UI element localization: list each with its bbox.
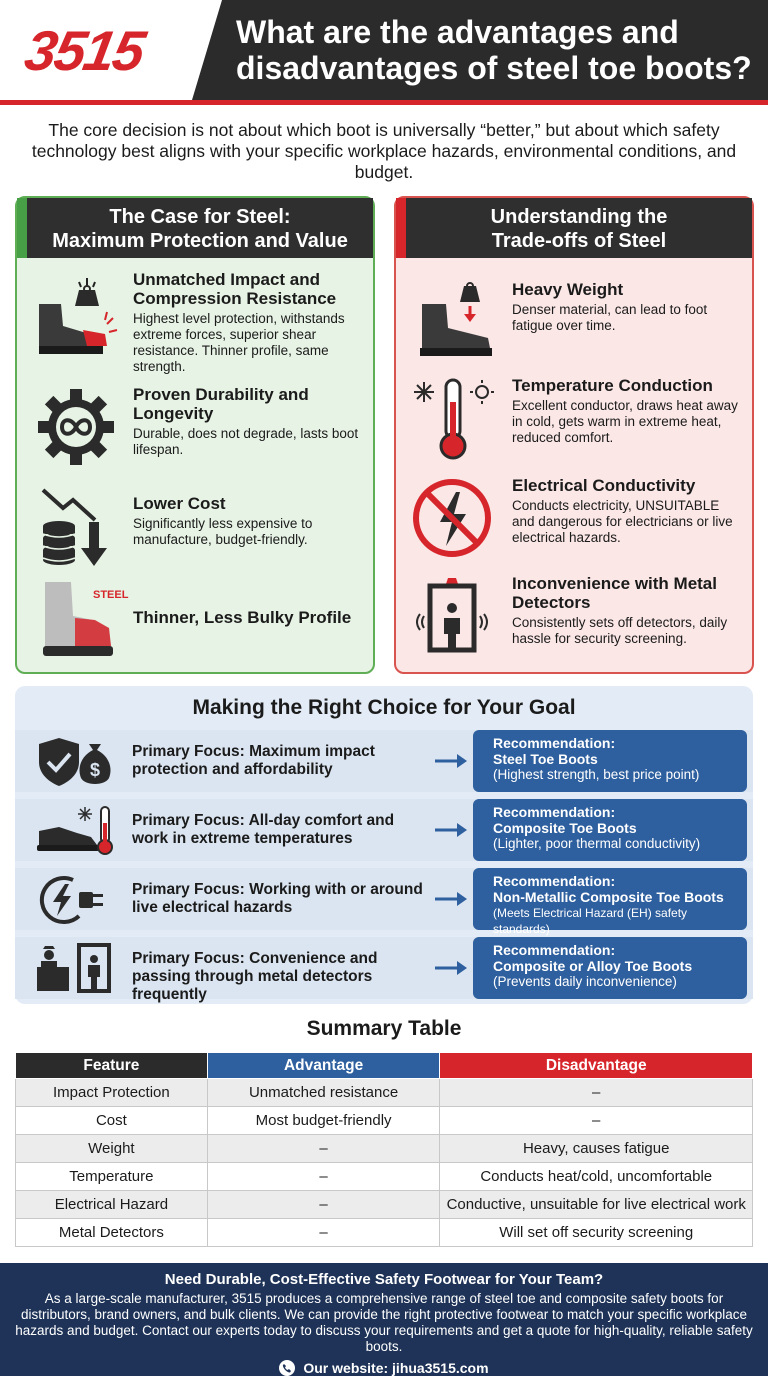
cons-item-desc: Consistently sets off detectors, daily hassle for security screening. — [512, 615, 728, 646]
header-feature: Feature — [16, 1053, 208, 1079]
table-cell: Most budget-friendly — [207, 1107, 440, 1135]
arrow-right-icon — [433, 821, 469, 839]
security-checkpoint-icon — [33, 941, 117, 995]
shield-money-icon — [33, 734, 117, 788]
pros-panel-header — [17, 198, 373, 258]
footer-body: As a large-scale manufacturer, 3515 produces a comprehensive range of steel toe and composite safety boots for distributors, brand owners, and bulk clients. We can provide the right protective footwear to match your specific workplace hazards and budget. Contact our experts today to discuss your requirements and get a quote for high-quality, reliable safety boots. — [15, 1291, 753, 1354]
infinity-gear-icon — [31, 385, 121, 475]
header-divider — [0, 100, 768, 105]
table-header-row — [16, 1053, 753, 1079]
recommendation-label: Recommendation: — [493, 942, 616, 958]
heavy-boot-icon — [410, 280, 500, 370]
recommendation-name: Steel Toe Boots — [493, 751, 598, 767]
table-cell: Impact Protection — [16, 1079, 208, 1107]
choice-focus: Primary Focus: All-day comfort and work in extreme temperatures — [132, 812, 395, 847]
recommendation-sub: (Prevents daily inconvenience) — [493, 974, 677, 989]
cons-item-title: Inconvenience with Metal Detectors — [512, 574, 717, 612]
pros-item-title: Proven Durability and Longevity — [133, 385, 309, 423]
recommendation-label: Recommendation: — [493, 804, 616, 820]
recommendation-card — [473, 730, 747, 792]
cons-item-desc: Excellent conductor, draws heat away in cold, gets warm in extreme heat, reduced comfort. — [512, 398, 738, 445]
table-row — [16, 1079, 753, 1107]
pros-item-desc: Durable, does not degrade, lasts boot lifespan. — [133, 426, 359, 457]
table-cell: Heavy, causes fatigue — [440, 1135, 753, 1163]
cons-item-desc: Conducts electricity, UNSUITABLE and dangerous for electricians or live electrical hazards. — [512, 498, 733, 545]
choice-row — [15, 799, 753, 861]
website-link-row[interactable] — [0, 1360, 768, 1376]
table-cell: Electrical Hazard — [16, 1191, 208, 1219]
arrow-right-icon — [433, 890, 469, 908]
choice-focus: Primary Focus: Convenience and passing through metal detectors frequently — [132, 950, 378, 1003]
choice-row — [15, 868, 753, 936]
arrow-right-icon — [433, 959, 469, 977]
choice-focus: Primary Focus: Working with or around live electrical hazards — [132, 881, 423, 916]
footer — [0, 1263, 768, 1376]
choice-section — [15, 686, 753, 1004]
cons-panel-header — [396, 198, 752, 258]
phone-icon — [279, 1360, 295, 1376]
choice-title: Making the Right Choice for Your Goal — [192, 696, 576, 719]
header — [0, 0, 768, 100]
page-title: What are the advantages and disadvantages of steel toe boots? — [236, 14, 752, 86]
header-advantage: Advantage — [207, 1053, 440, 1079]
recommendation-card — [473, 868, 747, 936]
pros-item-title: Lower Cost — [133, 494, 226, 513]
pros-item-text — [133, 385, 365, 458]
boot-impact-icon — [31, 274, 121, 364]
brand-logo: 3515 — [20, 19, 149, 82]
cons-item-title: Temperature Conduction — [512, 376, 713, 395]
pros-item-desc: Significantly less expensive to manufacture, budget-friendly. — [133, 516, 313, 547]
recommendation-card — [473, 799, 747, 861]
choice-focus: Primary Focus: Maximum impact protection and affordability — [132, 743, 375, 778]
cons-item-text — [512, 280, 744, 334]
electric-plug-icon — [33, 872, 117, 926]
summary-table — [15, 1052, 753, 1247]
cons-item-title: Electrical Conductivity — [512, 476, 696, 495]
table-cell: – — [207, 1163, 440, 1191]
choice-row — [15, 730, 753, 792]
table-row — [16, 1163, 753, 1191]
steel-label: STEEL — [93, 589, 129, 601]
arrow-right-icon — [433, 752, 469, 770]
table-cell: – — [440, 1079, 753, 1107]
table-cell: – — [207, 1191, 440, 1219]
summary-title: Summary Table — [306, 1017, 462, 1040]
shoe-temperature-icon — [33, 803, 117, 857]
cons-item-title: Heavy Weight — [512, 280, 624, 299]
pros-item-title: Thinner, Less Bulky Profile — [133, 608, 352, 627]
pros-item-desc: Highest level protection, withstands extreme forces, superior shear resistance. Thinner profile, same strength. — [133, 311, 345, 374]
cons-title-line1: Understanding the — [490, 206, 668, 228]
cons-item-desc: Denser material, can lead to foot fatigue over time. — [512, 302, 708, 333]
table-cell: Metal Detectors — [16, 1219, 208, 1247]
table-cell: Cost — [16, 1107, 208, 1135]
recommendation-label: Recommendation: — [493, 735, 616, 751]
recommendation-card — [473, 937, 747, 999]
recommendation-name: Composite Toe Boots — [493, 820, 637, 836]
pros-item-text — [133, 270, 365, 375]
thermometer-icon — [410, 376, 500, 466]
table-cell: Will set off security screening — [440, 1219, 753, 1247]
table-cell: – — [207, 1135, 440, 1163]
metal-detector-icon — [410, 568, 500, 658]
recommendation-name: Non-Metallic Composite Toe Boots — [493, 889, 724, 905]
intro-text: The core decision is not about which boot is universally “better,” but about which safety technology best aligns with your specific workplace hazards, environmental conditions, and budget. — [31, 120, 737, 182]
table-row — [16, 1191, 753, 1219]
recommendation-sub: (Highest strength, best price point) — [493, 767, 700, 782]
svg-text:$: $ — [89, 760, 101, 780]
website-link[interactable]: Our website: jihua3515.com — [303, 1360, 489, 1376]
pros-item-text — [133, 608, 365, 627]
recommendation-sub: (Lighter, poor thermal conductivity) — [493, 836, 701, 851]
table-cell: Unmatched resistance — [207, 1079, 440, 1107]
pros-item-text — [133, 494, 365, 548]
table-row — [16, 1135, 753, 1163]
cons-title-line2: Trade-offs of Steel — [491, 230, 667, 252]
table-cell: Conductive, unsuitable for live electrical work — [440, 1191, 753, 1219]
table-row — [16, 1219, 753, 1247]
pros-item-title: Unmatched Impact and Compression Resistance — [133, 270, 337, 308]
table-cell: – — [440, 1107, 753, 1135]
pros-title-line1: The Case for Steel: — [109, 206, 291, 228]
cons-item-text — [512, 376, 744, 446]
table-cell: Conducts heat/cold, uncomfortable — [440, 1163, 753, 1191]
recommendation-label: Recommendation: — [493, 873, 616, 889]
recommendation-sub: (Meets Electrical Hazard (EH) safety standards) — [493, 906, 688, 936]
steel-toe-boot-icon — [31, 576, 129, 666]
cons-item-text — [512, 574, 744, 647]
table-row — [16, 1107, 753, 1135]
choice-row — [15, 937, 753, 1003]
table-cell: – — [207, 1219, 440, 1247]
recommendation-name: Composite or Alloy Toe Boots — [493, 958, 693, 974]
table-cell: Temperature — [16, 1163, 208, 1191]
cons-panel — [394, 196, 754, 674]
header-disadvantage: Disadvantage — [440, 1053, 753, 1079]
cons-item-text — [512, 476, 744, 546]
no-electricity-icon — [410, 474, 500, 564]
footer-heading: Need Durable, Cost-Effective Safety Footwear for Your Team? — [164, 1271, 604, 1288]
coins-down-arrow-icon — [31, 482, 121, 572]
table-cell: Weight — [16, 1135, 208, 1163]
pros-title-line2: Maximum Protection and Value — [52, 230, 348, 252]
pros-panel — [15, 196, 375, 674]
